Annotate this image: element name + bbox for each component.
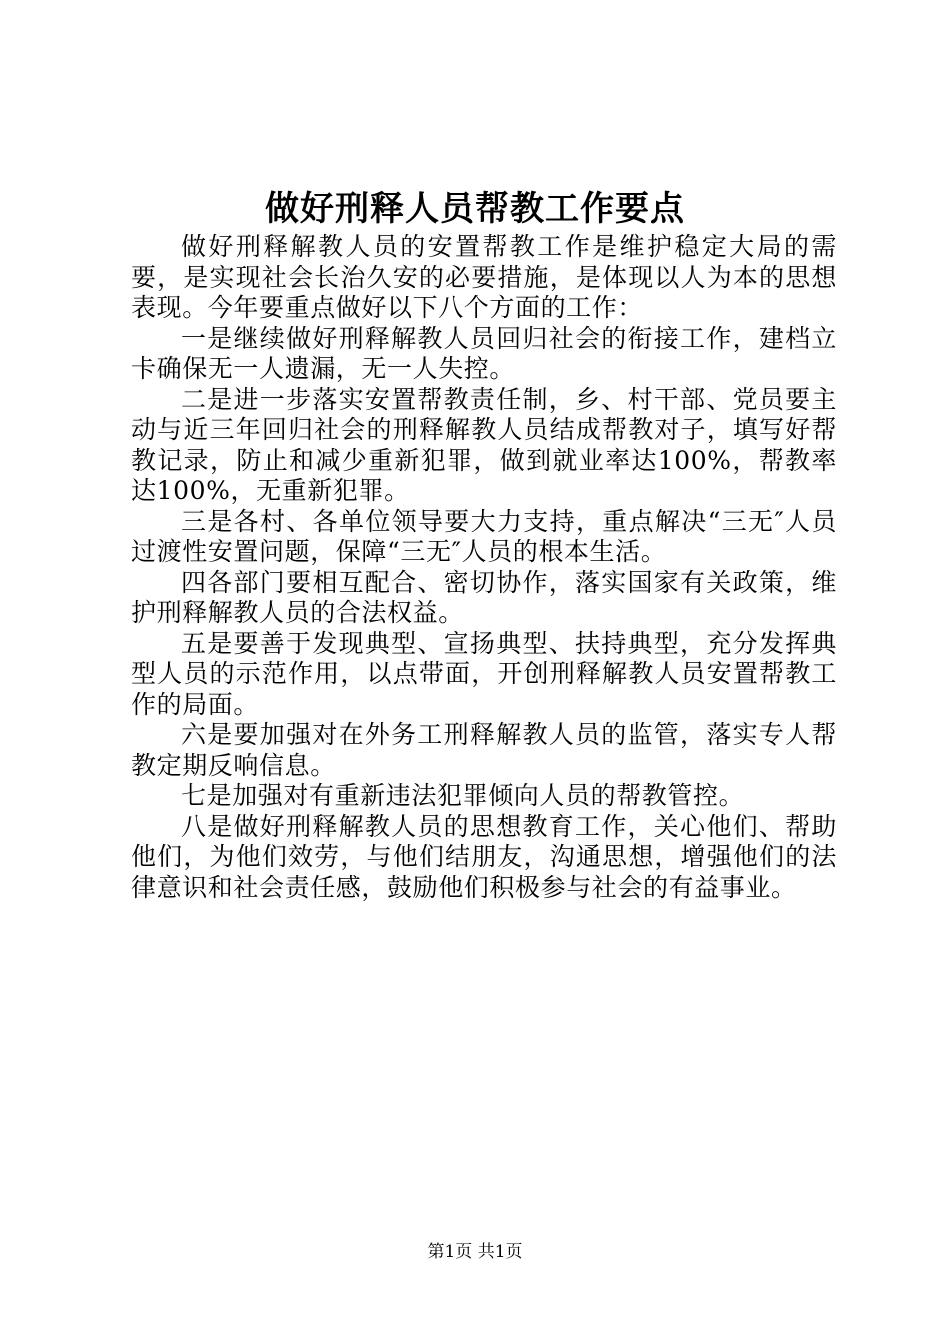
- paragraph-item-4: 四各部门要相互配合、密切协作，落实国家有关政策，维护刑释解教人员的合法权益。: [131, 567, 837, 627]
- paragraph-item-7: 七是加强对有重新违法犯罪倾向人员的帮教管控。: [181, 781, 745, 810]
- paragraph-item-2: 二是进一步落实安置帮教责任制，乡、村干部、党员要主动与近三年回归社会的刑释解教人员结成帮教对子，填写好帮教记录，防止和减少重新犯罪，做到就业率达100%，帮教率达100%，无重新犯罪。: [131, 384, 837, 505]
- page-number-footer: 第1页 共1页: [427, 1242, 523, 1262]
- paragraph-item-8: 八是做好刑释解教人员的思想教育工作，关心他们、帮助他们，为他们效劳，与他们结朋友，沟通思想，增强他们的法律意识和社会责任感，鼓励他们积极参与社会的有益事业。: [131, 811, 837, 902]
- paragraph-item-3: 三是各村、各单位领导要大力支持，重点解决“三无″人员过渡性安置问题，保障“三无″人员的根本生活。: [131, 506, 837, 566]
- paragraph-item-6: 六是要加强对在外务工刑释解教人员的监管，落实专人帮教定期反响信息。: [131, 720, 837, 780]
- document-body: [131, 232, 837, 903]
- paragraph-item-1: 一是继续做好刑释解教人员回归社会的衔接工作，建档立卡确保无一人遗漏，无一人失控。: [131, 323, 837, 383]
- paragraph-item-5: 五是要善于发现典型、宣扬典型、扶持典型，充分发挥典型人员的示范作用，以点带面，开创刑释解教人员安置帮教工作的局面。: [131, 628, 837, 719]
- document-title: 做好刑释人员帮教工作要点: [265, 189, 685, 229]
- paragraph-intro: 做好刑释解教人员的安置帮教工作是维护稳定大局的需要，是实现社会长治久安的必要措施，是体现以人为本的思想表现。今年要重点做好以下八个方面的工作：: [131, 232, 837, 322]
